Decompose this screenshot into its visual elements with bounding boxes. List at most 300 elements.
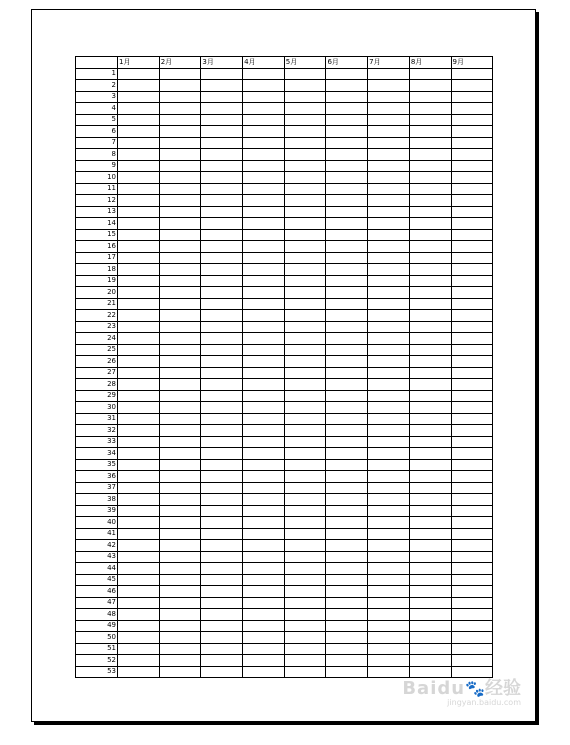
table-row (76, 413, 493, 425)
table-cell (326, 517, 368, 529)
table-cell (243, 448, 285, 460)
table-cell (409, 609, 451, 621)
spreadsheet-table (75, 56, 493, 678)
table-row (76, 195, 493, 207)
table-cell (368, 195, 410, 207)
table-row (76, 333, 493, 345)
table-cell (451, 390, 493, 402)
table-cell (409, 172, 451, 184)
row-number: 2 (76, 80, 118, 92)
row-number: 10 (76, 172, 118, 184)
table-cell (409, 367, 451, 379)
table-cell (326, 413, 368, 425)
table-cell (368, 459, 410, 471)
table-cell (118, 91, 160, 103)
table-cell (451, 528, 493, 540)
table-cell (368, 287, 410, 299)
table-row (76, 448, 493, 460)
row-number: 35 (76, 459, 118, 471)
table-cell (201, 241, 243, 253)
row-number: 37 (76, 482, 118, 494)
table-cell (159, 91, 201, 103)
table-cell (368, 482, 410, 494)
table-cell (368, 436, 410, 448)
table-cell (409, 114, 451, 126)
row-number: 17 (76, 252, 118, 264)
table-cell (243, 137, 285, 149)
table-cell (201, 80, 243, 92)
table-cell (284, 321, 326, 333)
row-number: 39 (76, 505, 118, 517)
table-cell (409, 413, 451, 425)
table-cell (409, 390, 451, 402)
table-row (76, 229, 493, 241)
table-cell (451, 356, 493, 368)
table-cell (118, 459, 160, 471)
month-header: 4月 (243, 57, 285, 69)
table-row (76, 436, 493, 448)
table-cell (284, 482, 326, 494)
table-cell (326, 172, 368, 184)
table-cell (451, 287, 493, 299)
table-cell (243, 356, 285, 368)
table-cell (159, 264, 201, 276)
table-cell (409, 574, 451, 586)
table-cell (118, 597, 160, 609)
table-cell (243, 563, 285, 575)
table-cell (159, 551, 201, 563)
table-cell (409, 494, 451, 506)
table-cell (284, 563, 326, 575)
table-cell (201, 195, 243, 207)
table-cell (409, 505, 451, 517)
table-cell (409, 517, 451, 529)
table-row (76, 68, 493, 80)
table-cell (243, 597, 285, 609)
row-number: 49 (76, 620, 118, 632)
table-cell (201, 482, 243, 494)
table-cell (284, 574, 326, 586)
table-cell (284, 333, 326, 345)
table-cell (201, 563, 243, 575)
table-cell (243, 114, 285, 126)
table-row (76, 137, 493, 149)
table-cell (118, 149, 160, 161)
table-cell (284, 655, 326, 667)
table-cell (118, 551, 160, 563)
table-cell (201, 574, 243, 586)
table-cell (368, 586, 410, 598)
table-cell (118, 586, 160, 598)
table-cell (284, 643, 326, 655)
table-cell (326, 574, 368, 586)
table-row (76, 310, 493, 322)
table-cell (201, 517, 243, 529)
table-cell (118, 574, 160, 586)
table-cell (409, 333, 451, 345)
table-cell (118, 344, 160, 356)
table-cell (451, 609, 493, 621)
table-cell (159, 459, 201, 471)
table-cell (326, 632, 368, 644)
table-cell (368, 402, 410, 414)
table-cell (284, 459, 326, 471)
table-row (76, 597, 493, 609)
table-cell (451, 310, 493, 322)
row-number: 53 (76, 666, 118, 678)
table-row (76, 80, 493, 92)
table-cell (201, 505, 243, 517)
table-cell (118, 114, 160, 126)
table-cell (284, 68, 326, 80)
table-cell (368, 310, 410, 322)
table-row (76, 114, 493, 126)
table-row (76, 482, 493, 494)
table-cell (201, 609, 243, 621)
table-cell (368, 425, 410, 437)
table-cell (368, 172, 410, 184)
table-cell (326, 586, 368, 598)
table-cell (201, 206, 243, 218)
table-cell (284, 172, 326, 184)
table-cell (284, 528, 326, 540)
table-cell (284, 344, 326, 356)
table-cell (368, 80, 410, 92)
table-cell (118, 505, 160, 517)
table-cell (368, 655, 410, 667)
table-cell (159, 183, 201, 195)
table-cell (451, 68, 493, 80)
table-cell (326, 137, 368, 149)
row-number: 28 (76, 379, 118, 391)
watermark-brand: Baidu (402, 678, 466, 699)
row-number: 3 (76, 91, 118, 103)
table-cell (118, 68, 160, 80)
table-cell (159, 494, 201, 506)
table-cell (243, 172, 285, 184)
table-row (76, 126, 493, 138)
table-cell (368, 574, 410, 586)
table-cell (159, 505, 201, 517)
table-row (76, 275, 493, 287)
table-cell (368, 356, 410, 368)
table-cell (201, 655, 243, 667)
table-cell (451, 436, 493, 448)
table-cell (243, 126, 285, 138)
table-cell (201, 390, 243, 402)
table-cell (451, 91, 493, 103)
table-cell (326, 666, 368, 678)
table-cell (284, 551, 326, 563)
table-cell (118, 160, 160, 172)
table-cell (451, 471, 493, 483)
table-cell (451, 540, 493, 552)
table-cell (451, 275, 493, 287)
table-cell (451, 402, 493, 414)
table-cell (284, 379, 326, 391)
table-cell (118, 632, 160, 644)
table-cell (409, 68, 451, 80)
table-cell (326, 551, 368, 563)
table-cell (201, 448, 243, 460)
table-cell (368, 264, 410, 276)
table-row (76, 91, 493, 103)
table-cell (243, 459, 285, 471)
table-row (76, 149, 493, 161)
table-cell (284, 80, 326, 92)
table-cell (243, 80, 285, 92)
table-cell (284, 413, 326, 425)
paw-icon: 🐾 (465, 679, 485, 698)
table-cell (409, 586, 451, 598)
table-cell (368, 252, 410, 264)
table-cell (368, 390, 410, 402)
table-cell (284, 586, 326, 598)
table-cell (326, 218, 368, 230)
table-cell (284, 229, 326, 241)
table-row (76, 218, 493, 230)
table-cell (284, 620, 326, 632)
row-number: 23 (76, 321, 118, 333)
table-cell (159, 160, 201, 172)
table-cell (159, 436, 201, 448)
table-cell (159, 643, 201, 655)
table-cell (118, 287, 160, 299)
table-row (76, 298, 493, 310)
table-cell (451, 183, 493, 195)
row-number: 13 (76, 206, 118, 218)
table-cell (159, 586, 201, 598)
table-row (76, 367, 493, 379)
table-cell (326, 91, 368, 103)
table-cell (201, 149, 243, 161)
table-cell (159, 80, 201, 92)
table-cell (451, 137, 493, 149)
table-cell (451, 206, 493, 218)
table-cell (118, 563, 160, 575)
table-cell (284, 206, 326, 218)
table-cell (451, 264, 493, 276)
table-cell (326, 356, 368, 368)
table-row (76, 402, 493, 414)
table-cell (159, 666, 201, 678)
table-cell (409, 563, 451, 575)
table-cell (409, 655, 451, 667)
table-cell (284, 471, 326, 483)
table-cell (201, 287, 243, 299)
table-cell (243, 494, 285, 506)
row-number: 18 (76, 264, 118, 276)
table-cell (409, 252, 451, 264)
table-cell (159, 425, 201, 437)
table-row (76, 390, 493, 402)
table-cell (326, 195, 368, 207)
table-cell (118, 666, 160, 678)
table-cell (159, 206, 201, 218)
table-cell (284, 517, 326, 529)
table-cell (159, 310, 201, 322)
table-cell (159, 528, 201, 540)
table-cell (159, 344, 201, 356)
table-cell (243, 482, 285, 494)
table-cell (326, 252, 368, 264)
table-cell (284, 264, 326, 276)
table-cell (159, 252, 201, 264)
table-cell (326, 149, 368, 161)
table-row (76, 505, 493, 517)
table-cell (243, 390, 285, 402)
table-cell (118, 413, 160, 425)
table-cell (118, 241, 160, 253)
table-cell (201, 597, 243, 609)
table-row (76, 574, 493, 586)
table-cell (451, 655, 493, 667)
table-cell (368, 597, 410, 609)
table-cell (326, 540, 368, 552)
table-cell (409, 149, 451, 161)
table-cell (326, 264, 368, 276)
row-number: 48 (76, 609, 118, 621)
table-cell (159, 517, 201, 529)
table-cell (118, 333, 160, 345)
table-cell (118, 356, 160, 368)
table-cell (159, 275, 201, 287)
table-cell (201, 425, 243, 437)
table-row (76, 172, 493, 184)
table-cell (451, 229, 493, 241)
row-number: 22 (76, 310, 118, 322)
table-cell (368, 298, 410, 310)
row-number: 6 (76, 126, 118, 138)
table-cell (451, 114, 493, 126)
table-cell (118, 494, 160, 506)
table-cell (243, 241, 285, 253)
table-cell (326, 367, 368, 379)
row-number: 11 (76, 183, 118, 195)
table-cell (201, 643, 243, 655)
table-cell (243, 183, 285, 195)
month-header: 1月 (118, 57, 160, 69)
table-cell (284, 91, 326, 103)
table-cell (243, 620, 285, 632)
table-cell (243, 367, 285, 379)
table-cell (368, 160, 410, 172)
table-cell (451, 241, 493, 253)
table-cell (409, 80, 451, 92)
table-cell (284, 436, 326, 448)
table-cell (451, 505, 493, 517)
table-cell (368, 379, 410, 391)
table-cell (368, 494, 410, 506)
table-cell (409, 379, 451, 391)
table-row (76, 425, 493, 437)
table-cell (118, 218, 160, 230)
table-cell (326, 436, 368, 448)
table-row (76, 264, 493, 276)
table-cell (451, 126, 493, 138)
table-cell (284, 310, 326, 322)
table-cell (284, 356, 326, 368)
table-cell (451, 494, 493, 506)
table-cell (368, 321, 410, 333)
row-number: 41 (76, 528, 118, 540)
table-cell (118, 310, 160, 322)
table-cell (368, 609, 410, 621)
table-cell (159, 448, 201, 460)
table-cell (451, 333, 493, 345)
table-cell (368, 517, 410, 529)
table-cell (326, 241, 368, 253)
table-cell (409, 310, 451, 322)
table-cell (409, 103, 451, 115)
table-row (76, 206, 493, 218)
table-cell (243, 91, 285, 103)
row-number: 31 (76, 413, 118, 425)
table-cell (118, 264, 160, 276)
table-cell (284, 298, 326, 310)
table-cell (326, 229, 368, 241)
table-cell (243, 402, 285, 414)
table-cell (409, 528, 451, 540)
row-number: 26 (76, 356, 118, 368)
table-cell (201, 137, 243, 149)
table-cell (368, 333, 410, 345)
table-cell (368, 103, 410, 115)
table-cell (409, 356, 451, 368)
table-cell (451, 195, 493, 207)
table-cell (201, 160, 243, 172)
table-cell (409, 425, 451, 437)
table-cell (284, 390, 326, 402)
table-cell (201, 218, 243, 230)
table-cell (409, 459, 451, 471)
table-cell (201, 356, 243, 368)
table-cell (243, 333, 285, 345)
row-number: 32 (76, 425, 118, 437)
table-cell (326, 459, 368, 471)
table-cell (451, 517, 493, 529)
table-row (76, 471, 493, 483)
table-cell (159, 218, 201, 230)
row-number: 47 (76, 597, 118, 609)
table-cell (326, 344, 368, 356)
table-cell (409, 344, 451, 356)
table-cell (409, 91, 451, 103)
table-cell (159, 609, 201, 621)
table-cell (326, 471, 368, 483)
table-cell (243, 218, 285, 230)
row-number: 4 (76, 103, 118, 115)
table-cell (243, 586, 285, 598)
table-cell (409, 402, 451, 414)
row-number: 42 (76, 540, 118, 552)
table-cell (159, 321, 201, 333)
table-cell (201, 103, 243, 115)
table-cell (326, 482, 368, 494)
table-cell (201, 620, 243, 632)
table-cell (159, 356, 201, 368)
row-number: 38 (76, 494, 118, 506)
table-cell (451, 321, 493, 333)
table-cell (243, 505, 285, 517)
table-row (76, 494, 493, 506)
table-cell (368, 344, 410, 356)
table-cell (201, 344, 243, 356)
table-cell (368, 413, 410, 425)
table-cell (159, 137, 201, 149)
table-cell (409, 183, 451, 195)
table-cell (201, 114, 243, 126)
